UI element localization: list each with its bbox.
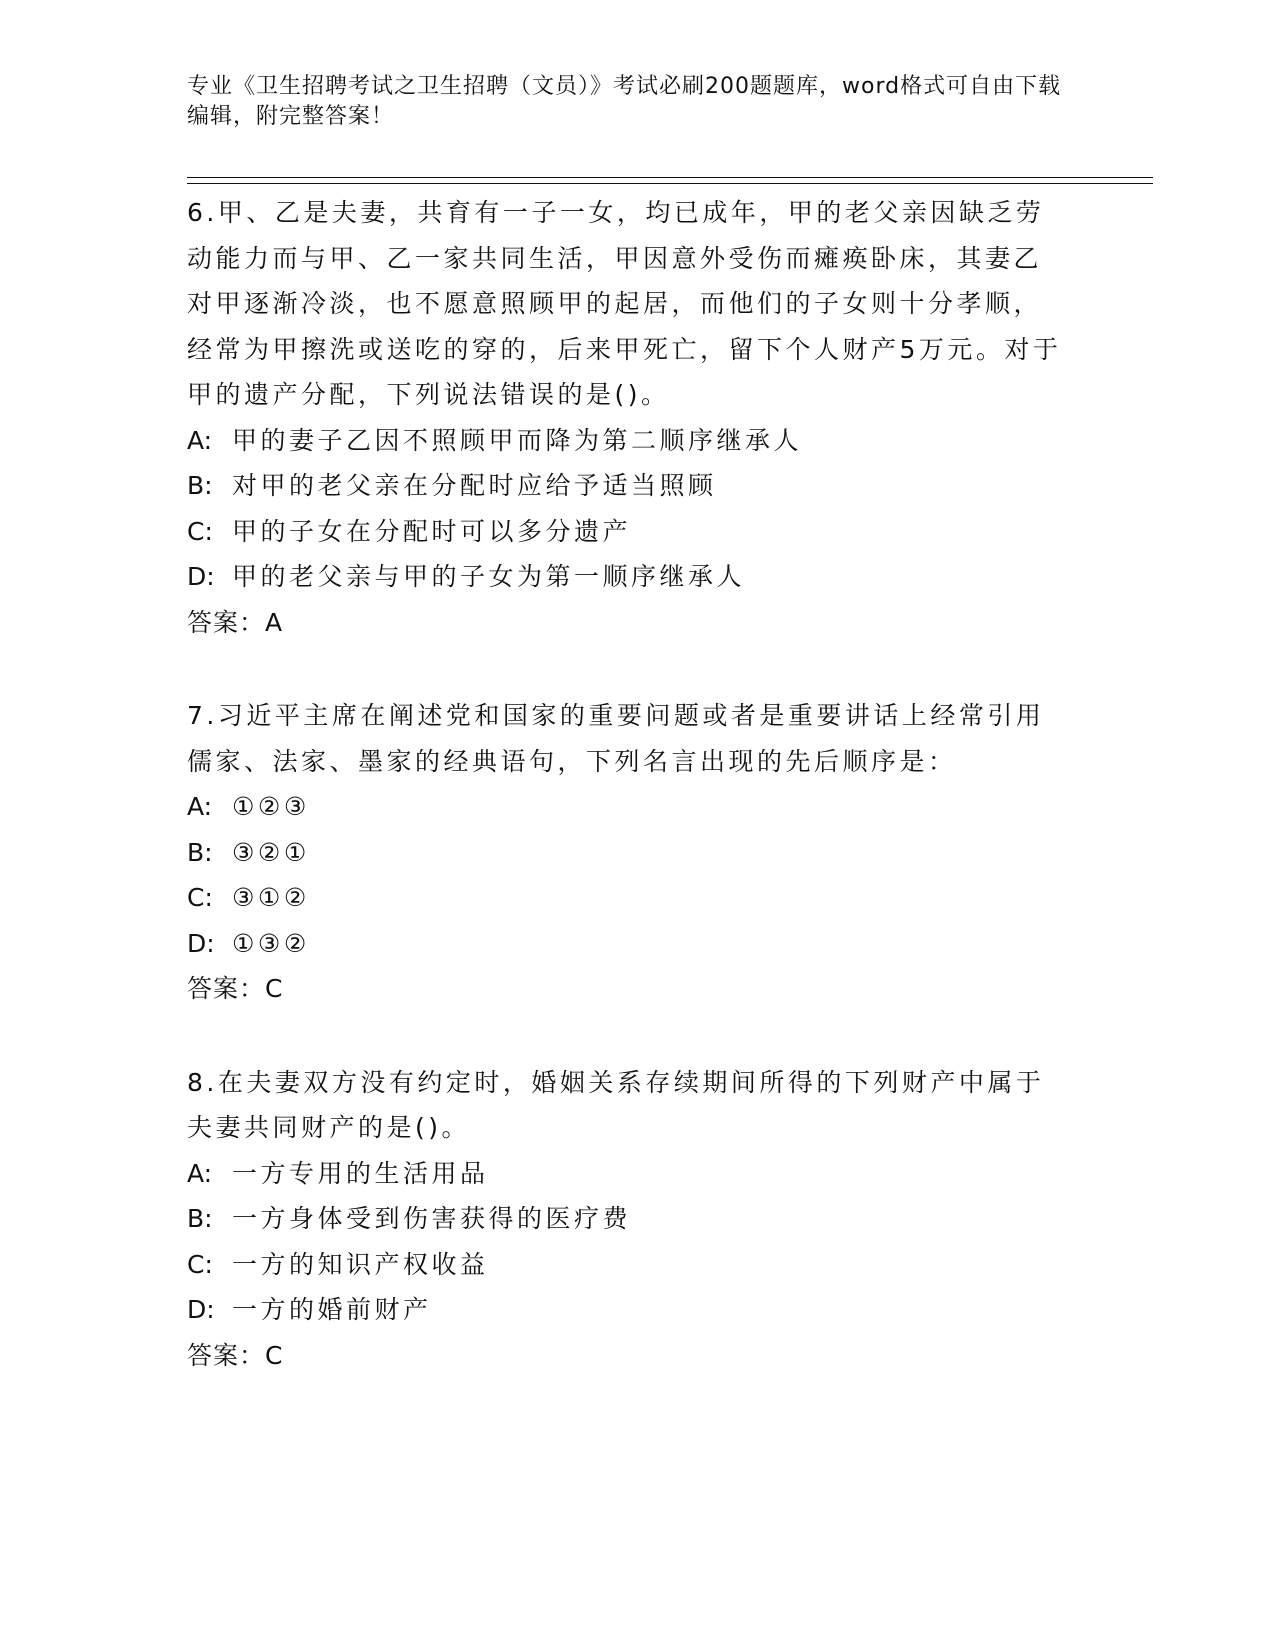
question-stem <box>187 1060 1067 1151</box>
option-key: B: <box>187 1204 213 1233</box>
option-key: B: <box>187 837 213 867</box>
option-key: C: <box>187 516 213 546</box>
question-list <box>187 190 1067 1426</box>
question-stem <box>187 693 1067 784</box>
option-key: D: <box>187 1295 215 1324</box>
option-key: A: <box>187 425 213 455</box>
option-text: ①②③ <box>232 792 310 821</box>
question-number: 8. <box>187 1067 218 1097</box>
option-key: B: <box>187 471 213 500</box>
option-text: 一方的婚前财产 <box>232 1295 432 1324</box>
option-d <box>187 554 1067 600</box>
question-number: 7. <box>187 701 218 730</box>
option-text: ③①② <box>232 883 310 912</box>
header-title: 专业《卫生招聘考试之卫生招聘（文员）》考试必刷200题题库，word格式可自由下载编辑，附完整答案！ <box>187 74 1062 129</box>
answer: 答案：A <box>187 607 284 637</box>
option-text: 一方身体受到伤害获得的医疗费 <box>232 1204 632 1233</box>
option-d <box>187 921 1067 967</box>
option-a <box>187 1151 1067 1197</box>
answer: 答案：C <box>187 1340 284 1370</box>
question-stem <box>187 190 1067 418</box>
option-c <box>187 1242 1067 1288</box>
option-text: 一方专用的生活用品 <box>232 1158 489 1188</box>
option-text: 甲的子女在分配时可以多分遗产 <box>232 516 632 546</box>
option-d <box>187 1287 1067 1333</box>
option-b <box>187 463 1067 509</box>
option-text: 对甲的老父亲在分配时应给予适当照顾 <box>232 471 717 500</box>
option-text: ①③② <box>232 928 310 958</box>
option-c <box>187 875 1067 921</box>
answer: 答案：C <box>187 974 284 1003</box>
option-b <box>187 830 1067 876</box>
question-number: 6. <box>187 198 218 227</box>
option-key: A: <box>187 792 213 821</box>
document-header <box>187 72 1067 132</box>
question-text: 在夫妻双方没有约定时，婚姻关系存续期间所得的下列财产中属于夫妻共同财产的是()。 <box>187 1067 1045 1142</box>
option-text: 甲的妻子乙因不照顾甲而降为第二顺序继承人 <box>232 425 803 455</box>
option-text: 甲的老父亲与甲的子女为第一顺序继承人 <box>232 562 746 591</box>
question-8 <box>187 1060 1067 1379</box>
option-a <box>187 418 1067 464</box>
question-6 <box>187 190 1067 645</box>
question-7 <box>187 693 1067 1012</box>
question-text: 甲、乙是夫妻，共育有一子一女，均已成年，甲的老父亲因缺乏劳动能力而与甲、乙一家共同生活，甲因意外受伤而瘫痪卧床，其妻乙对甲逐渐冷淡，也不愿意照顾甲的起居，而他们的子女则十分孝顺，经常为甲擦洗或送吃的穿的，后来甲死亡，留下个人财产5万元。对于甲的遗产分配，下列说法错误的是()。 <box>187 198 1062 409</box>
header-rule-bottom <box>187 183 1153 184</box>
option-a <box>187 784 1067 830</box>
option-key: D: <box>187 928 215 958</box>
option-key: C: <box>187 883 213 912</box>
question-text: 习近平主席在阐述党和国家的重要问题或者是重要讲话上经常引用儒家、法家、墨家的经典语句，下列名言出现的先后顺序是： <box>187 701 1045 776</box>
option-key: A: <box>187 1158 213 1188</box>
option-c <box>187 509 1067 555</box>
option-key: C: <box>187 1249 213 1279</box>
option-text: 一方的知识产权收益 <box>232 1249 489 1279</box>
header-rule-top <box>187 177 1153 178</box>
option-key: D: <box>187 562 215 591</box>
option-text: ③②① <box>232 837 310 867</box>
option-b <box>187 1196 1067 1242</box>
